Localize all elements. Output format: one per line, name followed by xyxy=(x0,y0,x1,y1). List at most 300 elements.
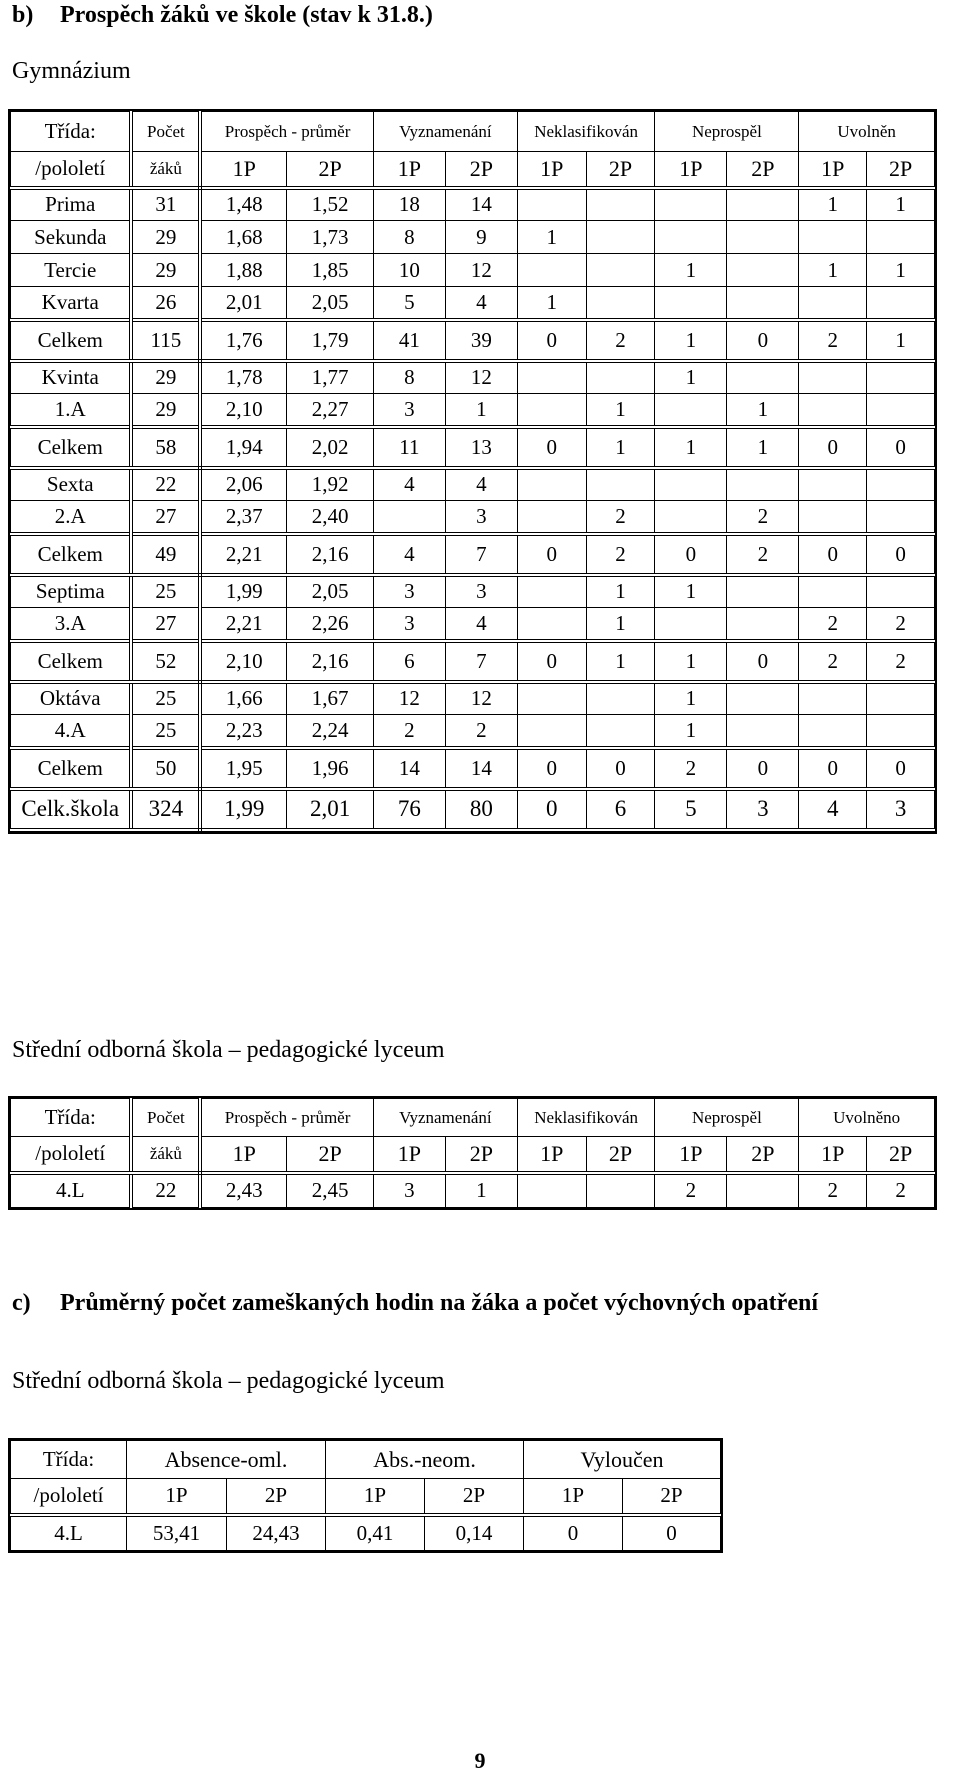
value-cell xyxy=(586,715,655,748)
value-cell: 12 xyxy=(445,361,517,394)
value-cell: 4 xyxy=(445,287,517,320)
value-cell xyxy=(655,394,727,427)
section-b-title: Prospěch žáků ve škole (stav k 31.8.) xyxy=(60,2,433,28)
value-cell xyxy=(517,575,586,608)
value-cell: 0,41 xyxy=(326,1515,425,1551)
value-cell: 0 xyxy=(623,1515,721,1551)
value-cell: 0 xyxy=(867,748,935,789)
value-cell xyxy=(727,608,799,641)
value-cell xyxy=(727,575,799,608)
column-header: Prospěch - průměr xyxy=(200,1099,373,1137)
value-cell xyxy=(727,682,799,715)
value-cell: 0 xyxy=(517,534,586,575)
value-cell: 0 xyxy=(517,789,586,830)
value-cell: 5 xyxy=(655,789,727,830)
value-cell: 1 xyxy=(867,320,935,361)
value-cell: 29 xyxy=(131,394,200,427)
table-row xyxy=(11,287,935,320)
value-cell: 1 xyxy=(586,608,655,641)
value-cell: 2,10 xyxy=(200,394,287,427)
value-cell: 6 xyxy=(373,641,445,682)
table-row xyxy=(11,575,935,608)
value-cell: 2 xyxy=(586,320,655,361)
value-cell xyxy=(867,501,935,534)
column-header: Neklasifikován xyxy=(517,1099,655,1137)
value-cell xyxy=(517,394,586,427)
value-cell: 0 xyxy=(799,748,867,789)
value-cell xyxy=(867,361,935,394)
value-cell xyxy=(867,221,935,254)
section-c-label: c) xyxy=(12,1290,31,1316)
value-cell: 2 xyxy=(867,608,935,641)
value-cell xyxy=(373,501,445,534)
value-cell: 2 xyxy=(799,320,867,361)
semester-header: 1P xyxy=(655,1137,727,1173)
value-cell xyxy=(586,361,655,394)
column-header: Abs.-neom. xyxy=(326,1441,524,1479)
value-cell xyxy=(517,188,586,221)
value-cell: 2,45 xyxy=(287,1173,374,1208)
value-cell: 2,21 xyxy=(200,608,287,641)
table-row xyxy=(11,682,935,715)
header-row-top xyxy=(11,112,935,152)
class-name-cell: Sekunda xyxy=(11,221,132,254)
value-cell: 1,78 xyxy=(200,361,287,394)
value-cell: 2,27 xyxy=(287,394,374,427)
value-cell: 1,99 xyxy=(200,575,287,608)
value-cell: 1,66 xyxy=(200,682,287,715)
value-cell: 1 xyxy=(655,254,727,287)
class-name-cell: Oktáva xyxy=(11,682,132,715)
column-header: Vyznamenání xyxy=(373,112,517,152)
value-cell xyxy=(517,468,586,501)
semester-header: 2P xyxy=(867,152,935,188)
semester-header: žáků xyxy=(131,1137,200,1173)
value-cell: 29 xyxy=(131,361,200,394)
value-cell: 0 xyxy=(586,748,655,789)
value-cell: 1,77 xyxy=(287,361,374,394)
sos-b-title: Střední odborná škola – pedagogické lyceum xyxy=(12,1037,445,1063)
value-cell: 2,02 xyxy=(287,427,374,468)
class-name-cell: Prima xyxy=(11,188,132,221)
value-cell xyxy=(517,608,586,641)
column-header: Třída: xyxy=(11,1099,132,1137)
value-cell: 0 xyxy=(799,427,867,468)
value-cell: 2 xyxy=(867,1173,935,1208)
value-cell: 0 xyxy=(517,427,586,468)
value-cell: 39 xyxy=(445,320,517,361)
value-cell xyxy=(727,361,799,394)
gymnazium-table xyxy=(10,111,935,832)
value-cell: 3 xyxy=(373,575,445,608)
table-row xyxy=(11,534,935,575)
class-name-cell: Kvinta xyxy=(11,361,132,394)
value-cell xyxy=(867,682,935,715)
value-cell: 2,43 xyxy=(200,1173,287,1208)
value-cell xyxy=(867,715,935,748)
value-cell: 49 xyxy=(131,534,200,575)
table-row xyxy=(11,1173,935,1208)
class-name-cell: 4.L xyxy=(11,1515,127,1551)
value-cell: 1 xyxy=(655,361,727,394)
value-cell xyxy=(799,682,867,715)
value-cell: 2,21 xyxy=(200,534,287,575)
value-cell: 13 xyxy=(445,427,517,468)
value-cell xyxy=(799,394,867,427)
section-b-heading xyxy=(12,2,433,29)
value-cell xyxy=(517,1173,586,1208)
column-header: Neprospěl xyxy=(655,1099,799,1137)
value-cell xyxy=(517,361,586,394)
value-cell: 2,40 xyxy=(287,501,374,534)
page-number: 9 xyxy=(474,1748,486,1773)
value-cell: 2,16 xyxy=(287,534,374,575)
value-cell: 1,85 xyxy=(287,254,374,287)
semester-header: 1P xyxy=(326,1479,425,1515)
value-cell: 1 xyxy=(655,427,727,468)
value-cell: 14 xyxy=(445,748,517,789)
value-cell: 2,23 xyxy=(200,715,287,748)
sos-c-table xyxy=(10,1440,721,1551)
value-cell xyxy=(586,468,655,501)
value-cell: 2,16 xyxy=(287,641,374,682)
value-cell: 1,48 xyxy=(200,188,287,221)
value-cell: 31 xyxy=(131,188,200,221)
value-cell: 1 xyxy=(445,394,517,427)
value-cell: 53,41 xyxy=(127,1515,227,1551)
value-cell: 2 xyxy=(655,1173,727,1208)
value-cell xyxy=(867,575,935,608)
class-name-cell: 4.L xyxy=(11,1173,132,1208)
value-cell: 2 xyxy=(867,641,935,682)
value-cell: 2 xyxy=(799,641,867,682)
semester-header: žáků xyxy=(131,152,200,188)
value-cell: 0 xyxy=(517,641,586,682)
semester-header: 2P xyxy=(727,152,799,188)
value-cell: 29 xyxy=(131,254,200,287)
value-cell: 1 xyxy=(655,682,727,715)
semester-header: 1P xyxy=(799,152,867,188)
class-name-cell: Celk.škola xyxy=(11,789,132,830)
semester-header: 1P xyxy=(524,1479,623,1515)
value-cell: 1 xyxy=(799,188,867,221)
semester-header: /pololetí xyxy=(11,152,132,188)
class-name-cell: Celkem xyxy=(11,427,132,468)
table-row xyxy=(11,748,935,789)
value-cell xyxy=(517,501,586,534)
value-cell xyxy=(799,575,867,608)
value-cell xyxy=(655,501,727,534)
value-cell xyxy=(586,254,655,287)
value-cell xyxy=(655,608,727,641)
column-header: Uvolněno xyxy=(799,1099,935,1137)
value-cell: 1,76 xyxy=(200,320,287,361)
value-cell: 3 xyxy=(445,575,517,608)
value-cell: 7 xyxy=(445,534,517,575)
value-cell xyxy=(727,468,799,501)
value-cell xyxy=(586,287,655,320)
value-cell xyxy=(655,287,727,320)
value-cell: 76 xyxy=(373,789,445,830)
value-cell: 1,96 xyxy=(287,748,374,789)
value-cell: 2,01 xyxy=(287,789,374,830)
value-cell: 11 xyxy=(373,427,445,468)
value-cell: 2 xyxy=(586,534,655,575)
semester-header: 2P xyxy=(445,152,517,188)
value-cell: 10 xyxy=(373,254,445,287)
table-row xyxy=(11,789,935,830)
value-cell: 4 xyxy=(799,789,867,830)
header-row-top xyxy=(11,1441,721,1479)
value-cell: 1,99 xyxy=(200,789,287,830)
value-cell: 2 xyxy=(799,1173,867,1208)
semester-header: 1P xyxy=(517,152,586,188)
header-row-bottom xyxy=(11,1137,935,1173)
class-name-cell: Sexta xyxy=(11,468,132,501)
column-header: Třída: xyxy=(11,1441,127,1479)
value-cell xyxy=(867,468,935,501)
value-cell: 9 xyxy=(445,221,517,254)
value-cell: 2,26 xyxy=(287,608,374,641)
table-row xyxy=(11,1515,721,1551)
column-header: Prospěch - průměr xyxy=(200,112,373,152)
class-name-cell: Celkem xyxy=(11,534,132,575)
value-cell: 3 xyxy=(445,501,517,534)
value-cell: 1 xyxy=(586,394,655,427)
value-cell: 1 xyxy=(655,641,727,682)
value-cell xyxy=(727,254,799,287)
sos-b-table xyxy=(10,1098,935,1208)
value-cell xyxy=(586,188,655,221)
table-row xyxy=(11,361,935,394)
value-cell: 324 xyxy=(131,789,200,830)
section-b-label: b) xyxy=(12,2,34,28)
semester-header: 1P xyxy=(200,1137,287,1173)
value-cell: 3 xyxy=(373,394,445,427)
semester-header: /pololetí xyxy=(11,1137,132,1173)
semester-header: 2P xyxy=(586,1137,655,1173)
semester-header: 2P xyxy=(287,152,374,188)
class-name-cell: Celkem xyxy=(11,320,132,361)
table-row xyxy=(11,394,935,427)
section-c-title: Průměrný počet zameškaných hodin na žáka a počet výchovných opatření xyxy=(60,1290,818,1316)
value-cell: 8 xyxy=(373,361,445,394)
value-cell xyxy=(655,221,727,254)
table-row xyxy=(11,188,935,221)
value-cell: 2 xyxy=(727,501,799,534)
value-cell: 52 xyxy=(131,641,200,682)
column-header: Třída: xyxy=(11,112,132,152)
semester-header: 2P xyxy=(425,1479,524,1515)
section-c-heading xyxy=(12,1290,818,1317)
table-row xyxy=(11,715,935,748)
class-name-cell: Septima xyxy=(11,575,132,608)
value-cell: 1 xyxy=(867,188,935,221)
value-cell: 1 xyxy=(655,715,727,748)
value-cell: 0 xyxy=(524,1515,623,1551)
value-cell xyxy=(517,715,586,748)
value-cell: 2 xyxy=(445,715,517,748)
value-cell: 0 xyxy=(727,641,799,682)
value-cell xyxy=(655,188,727,221)
semester-header: 1P xyxy=(373,152,445,188)
value-cell: 1,73 xyxy=(287,221,374,254)
value-cell: 0 xyxy=(867,427,935,468)
class-name-cell: 3.A xyxy=(11,608,132,641)
value-cell: 115 xyxy=(131,320,200,361)
class-name-cell: 1.A xyxy=(11,394,132,427)
class-name-cell: Tercie xyxy=(11,254,132,287)
semester-header: 1P xyxy=(200,152,287,188)
value-cell: 22 xyxy=(131,468,200,501)
column-header: Neprospěl xyxy=(655,112,799,152)
value-cell xyxy=(799,221,867,254)
value-cell: 1 xyxy=(445,1173,517,1208)
semester-header: 2P xyxy=(586,152,655,188)
value-cell: 2,05 xyxy=(287,287,374,320)
table-row xyxy=(11,641,935,682)
value-cell: 1 xyxy=(799,254,867,287)
value-cell xyxy=(655,468,727,501)
semester-header: 1P xyxy=(373,1137,445,1173)
value-cell: 1 xyxy=(655,575,727,608)
value-cell xyxy=(586,221,655,254)
value-cell: 80 xyxy=(445,789,517,830)
value-cell: 1,95 xyxy=(200,748,287,789)
class-name-cell: 2.A xyxy=(11,501,132,534)
value-cell xyxy=(867,287,935,320)
column-header: Vyloučen xyxy=(524,1441,721,1479)
value-cell: 1,88 xyxy=(200,254,287,287)
value-cell: 1,52 xyxy=(287,188,374,221)
value-cell: 25 xyxy=(131,575,200,608)
value-cell xyxy=(799,361,867,394)
header-row-bottom xyxy=(11,152,935,188)
value-cell: 2,24 xyxy=(287,715,374,748)
value-cell: 1 xyxy=(586,427,655,468)
value-cell: 3 xyxy=(373,608,445,641)
value-cell xyxy=(867,394,935,427)
value-cell xyxy=(727,1173,799,1208)
value-cell: 0 xyxy=(727,320,799,361)
semester-header: 1P xyxy=(799,1137,867,1173)
value-cell: 1,92 xyxy=(287,468,374,501)
value-cell: 50 xyxy=(131,748,200,789)
table-row xyxy=(11,501,935,534)
value-cell: 3 xyxy=(373,1173,445,1208)
header-row-top xyxy=(11,1099,935,1137)
header-row-bottom xyxy=(11,1479,721,1515)
column-header: Vyznamenání xyxy=(373,1099,517,1137)
value-cell: 2,01 xyxy=(200,287,287,320)
value-cell: 2 xyxy=(727,534,799,575)
value-cell xyxy=(799,468,867,501)
value-cell: 8 xyxy=(373,221,445,254)
value-cell: 58 xyxy=(131,427,200,468)
semester-header: 2P xyxy=(867,1137,935,1173)
value-cell xyxy=(799,287,867,320)
value-cell: 1 xyxy=(655,320,727,361)
value-cell xyxy=(727,188,799,221)
value-cell xyxy=(799,715,867,748)
value-cell: 2,37 xyxy=(200,501,287,534)
value-cell: 2 xyxy=(799,608,867,641)
value-cell: 18 xyxy=(373,188,445,221)
value-cell: 2,05 xyxy=(287,575,374,608)
value-cell xyxy=(727,715,799,748)
table-row xyxy=(11,221,935,254)
table-row xyxy=(11,320,935,361)
value-cell: 27 xyxy=(131,501,200,534)
value-cell xyxy=(586,1173,655,1208)
semester-header: /pololetí xyxy=(11,1479,127,1515)
value-cell: 29 xyxy=(131,221,200,254)
value-cell: 2 xyxy=(655,748,727,789)
semester-header: 2P xyxy=(445,1137,517,1173)
value-cell: 1 xyxy=(727,427,799,468)
value-cell xyxy=(727,221,799,254)
value-cell: 3 xyxy=(867,789,935,830)
column-header: Neklasifikován xyxy=(517,112,655,152)
column-header: Uvolněn xyxy=(799,112,935,152)
value-cell: 0 xyxy=(727,748,799,789)
value-cell: 1 xyxy=(867,254,935,287)
value-cell: 26 xyxy=(131,287,200,320)
class-name-cell: Kvarta xyxy=(11,287,132,320)
value-cell: 4 xyxy=(445,468,517,501)
table-row xyxy=(11,254,935,287)
value-cell: 2 xyxy=(586,501,655,534)
column-header: Absence-oml. xyxy=(127,1441,326,1479)
value-cell: 14 xyxy=(373,748,445,789)
value-cell: 0 xyxy=(655,534,727,575)
value-cell: 12 xyxy=(445,682,517,715)
semester-header: 1P xyxy=(127,1479,227,1515)
semester-header: 2P xyxy=(623,1479,721,1515)
value-cell: 3 xyxy=(727,789,799,830)
value-cell: 25 xyxy=(131,715,200,748)
semester-header: 1P xyxy=(655,152,727,188)
value-cell: 14 xyxy=(445,188,517,221)
semester-header: 2P xyxy=(727,1137,799,1173)
semester-header: 2P xyxy=(227,1479,326,1515)
value-cell: 41 xyxy=(373,320,445,361)
value-cell xyxy=(517,682,586,715)
class-name-cell: Celkem xyxy=(11,641,132,682)
value-cell: 1,94 xyxy=(200,427,287,468)
value-cell: 4 xyxy=(373,534,445,575)
value-cell xyxy=(727,287,799,320)
value-cell: 0 xyxy=(517,748,586,789)
column-header: Počet xyxy=(131,112,200,152)
table-row xyxy=(11,608,935,641)
value-cell: 0 xyxy=(517,320,586,361)
value-cell: 0 xyxy=(867,534,935,575)
gymnazium-title: Gymnázium xyxy=(12,58,131,84)
value-cell: 6 xyxy=(586,789,655,830)
value-cell xyxy=(517,254,586,287)
value-cell: 0 xyxy=(799,534,867,575)
table-row xyxy=(11,468,935,501)
column-header: Počet xyxy=(131,1099,200,1137)
semester-header: 1P xyxy=(517,1137,586,1173)
value-cell: 1,67 xyxy=(287,682,374,715)
semester-header: 2P xyxy=(287,1137,374,1173)
value-cell: 2 xyxy=(373,715,445,748)
value-cell: 1,68 xyxy=(200,221,287,254)
class-name-cell: 4.A xyxy=(11,715,132,748)
value-cell: 0,14 xyxy=(425,1515,524,1551)
